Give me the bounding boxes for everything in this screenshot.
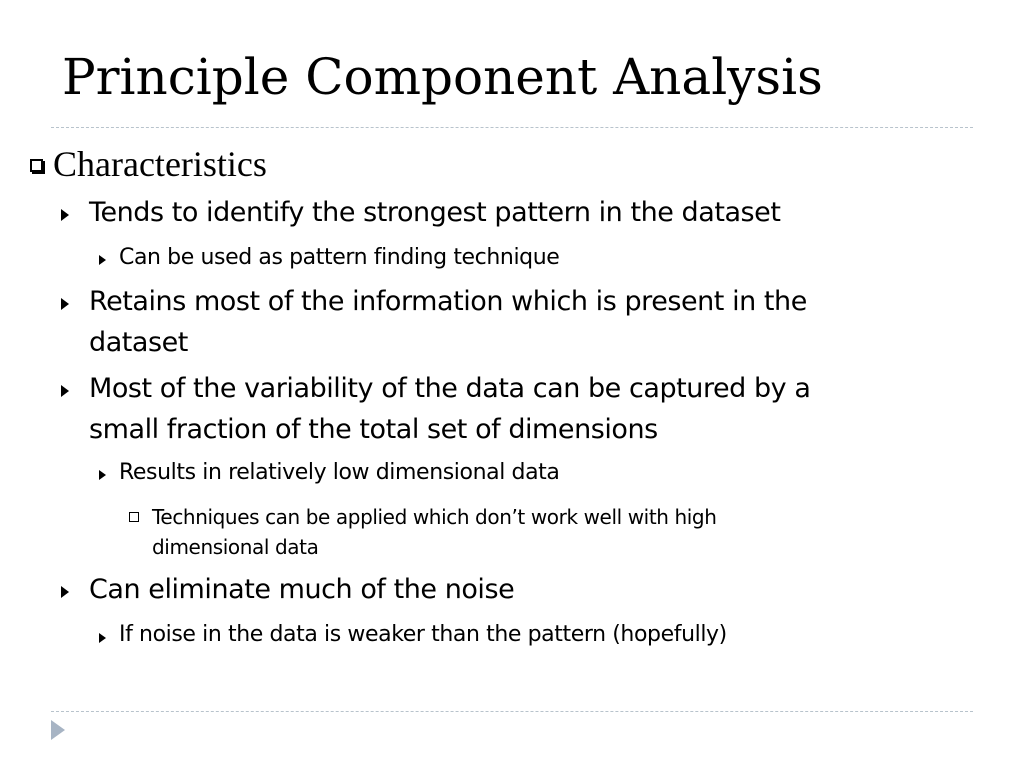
bullet-techniques: Techniques can be applied which don’t work well with high xyxy=(152,505,717,529)
bullet-techniques-cont: dimensional data xyxy=(152,535,319,559)
heading-characteristics xyxy=(30,146,267,182)
bullet-identify-pattern: Tends to identify the strongest pattern in the dataset xyxy=(89,197,781,228)
title-divider xyxy=(51,127,973,128)
bullet-variability: Most of the variability of the data can be captured by a xyxy=(89,373,811,404)
small-triangle-bullet-icon xyxy=(99,633,106,643)
bullet-variability-cont: small fraction of the total set of dimensions xyxy=(89,414,658,445)
footer-divider xyxy=(51,711,973,712)
triangle-bullet-icon xyxy=(61,298,69,310)
triangle-bullet-icon xyxy=(61,586,69,598)
bullet-pattern-finding: Can be used as pattern finding technique xyxy=(119,245,560,270)
bullet-low-dimensional: Results in relatively low dimensional data xyxy=(119,460,560,485)
bullet-retains-info-cont: dataset xyxy=(89,327,188,358)
next-slide-icon[interactable] xyxy=(51,720,65,740)
small-triangle-bullet-icon xyxy=(99,470,106,480)
triangle-bullet-icon xyxy=(61,209,69,221)
hollow-square-bullet-icon xyxy=(129,512,139,522)
square-bullet-icon xyxy=(30,159,43,172)
bullet-eliminate-noise: Can eliminate much of the noise xyxy=(89,574,515,605)
bullet-retains-info: Retains most of the information which is present in the xyxy=(89,286,807,317)
bullet-noise-weaker: If noise in the data is weaker than the pattern (hopefully) xyxy=(119,622,727,647)
triangle-bullet-icon xyxy=(61,385,69,397)
small-triangle-bullet-icon xyxy=(99,255,106,265)
heading-text: Characteristics xyxy=(53,144,267,184)
slide-title: Principle Component Analysis xyxy=(62,48,823,106)
